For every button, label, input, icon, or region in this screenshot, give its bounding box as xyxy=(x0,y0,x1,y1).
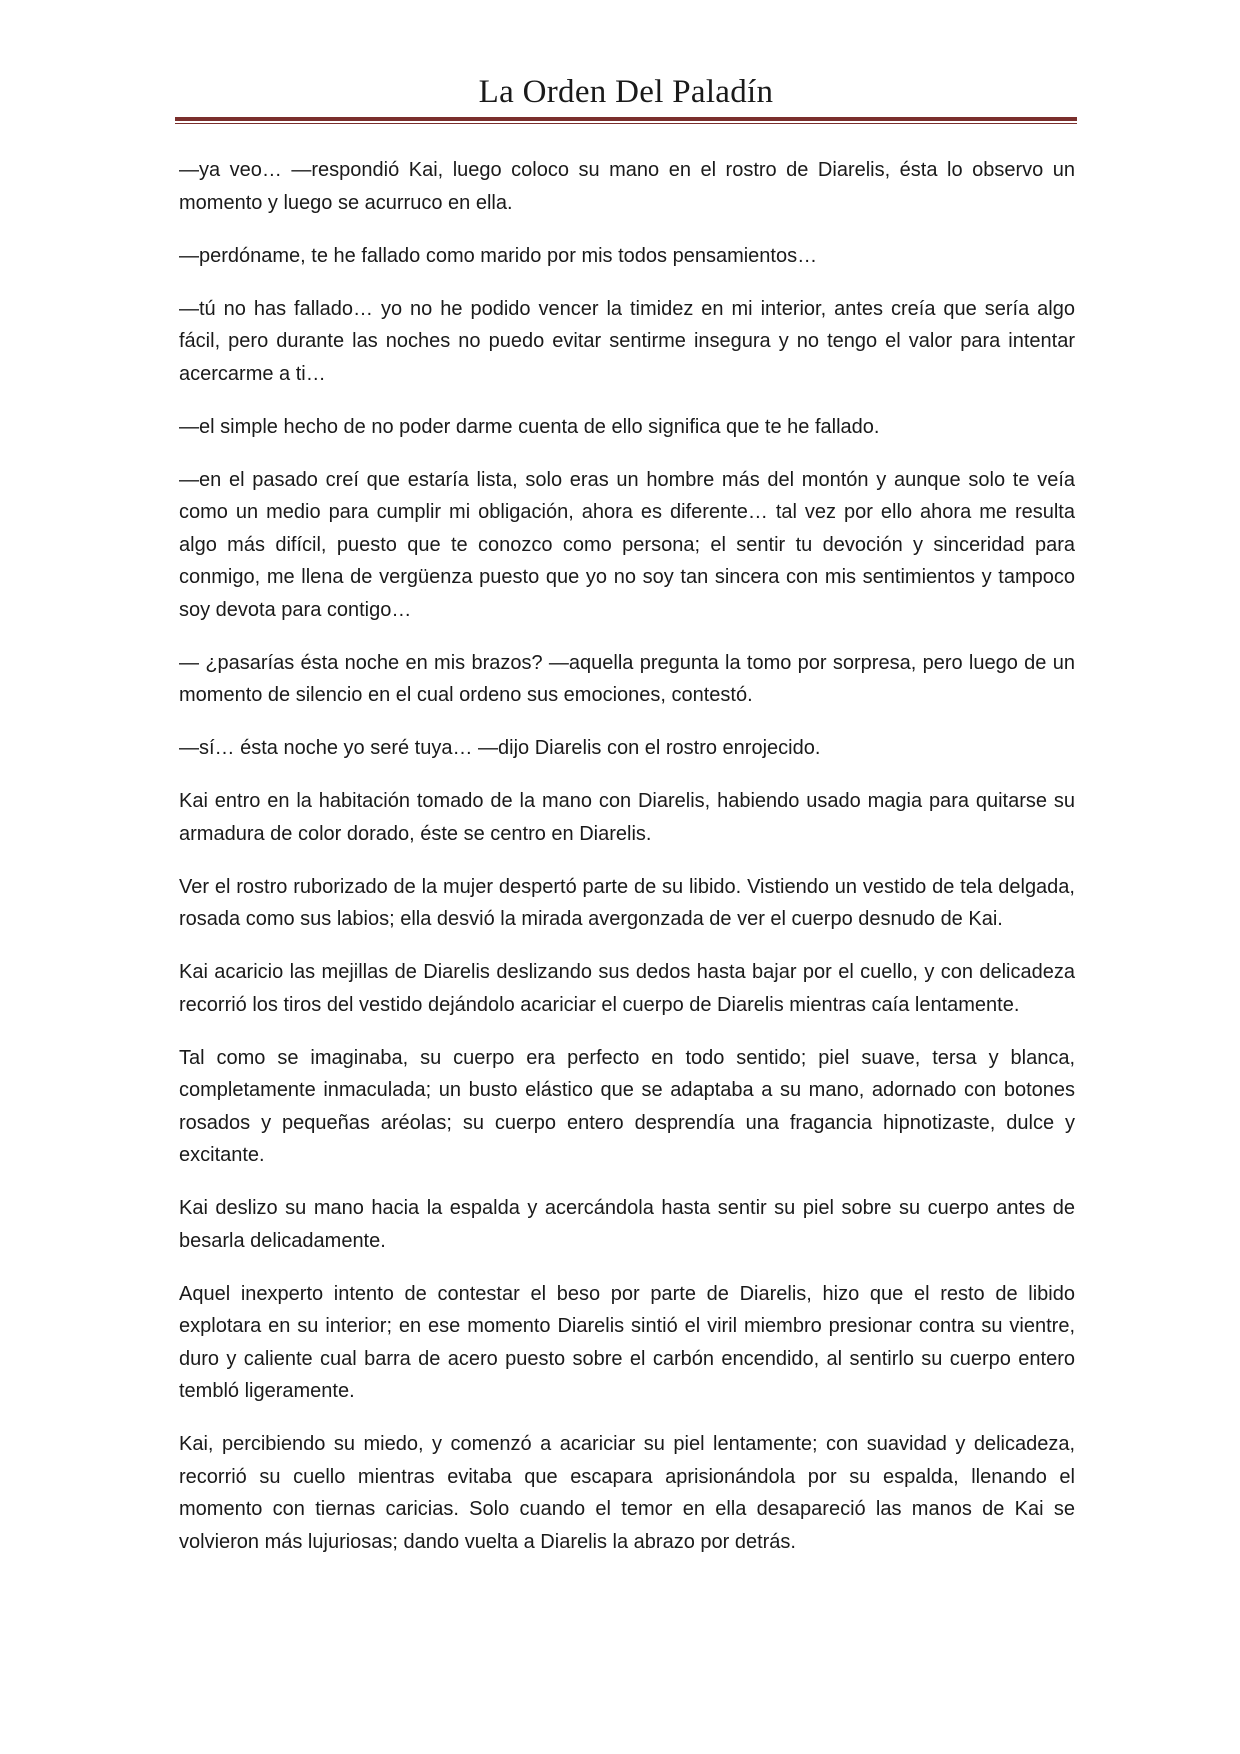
paragraph: — ¿pasarías ésta noche en mis brazos? —aquella pregunta la tomo por sorpresa, pero luego de un momento de silencio en el cual ordeno sus emociones, contestó. xyxy=(179,651,1075,706)
page-header-title: La Orden Del Paladín xyxy=(478,74,774,110)
paragraph: —en el pasado creí que estaría lista, solo eras un hombre más del montón y aunque solo te veía como un medio para cumplir mi obligación, ahora es diferente… tal vez por ello ahora me resulta algo más difícil, puesto que te conozco como persona; el sentir tu devoción y sinceridad para conmigo, me llena de vergüenza puesto que yo no soy tan sincera con mis sentimientos y tampoco soy devota para contigo… xyxy=(179,468,1075,621)
paragraph: —sí… ésta noche yo seré tuya… —dijo Diarelis con el rostro enrojecido. xyxy=(179,737,821,759)
paragraph: Kai entro en la habitación tomado de la mano con Diarelis, habiendo usado magia para quitarse su armadura de color dorado, éste se centro en Diarelis. xyxy=(179,790,1075,845)
paragraph: Kai deslizo su mano hacia la espalda y acercándola hasta sentir su piel sobre su cuerpo antes de besarla delicadamente. xyxy=(179,1197,1075,1252)
paragraph: Kai, percibiendo su miedo, y comenzó a acariciar su piel lentamente; con suavidad y delicadeza, recorrió su cuello mientras evitaba que escapara aprisionándola por su espalda, llenando el momento con tiernas caricias. Solo cuando el temor en ella desapareció las manos de Kai se volvieron más lujuriosas; dando vuelta a Diarelis la abrazo por detrás. xyxy=(179,1433,1075,1553)
document-body xyxy=(179,154,1075,1579)
paragraph: —ya veo… —respondió Kai, luego coloco su mano en el rostro de Diarelis, ésta lo observo un momento y luego se acurruco en ella. xyxy=(179,159,1075,214)
paragraph: —perdóname, te he fallado como marido por mis todos pensamientos… xyxy=(179,244,818,267)
header-rule-thick xyxy=(175,117,1077,121)
paragraph: Ver el rostro ruborizado de la mujer despertó parte de su libido. Vistiendo un vestido de tela delgada, rosada como sus labios; ella desvió la mirada avergonzada de ver el cuerpo desnudo de Kai. xyxy=(179,875,1075,930)
paragraph: Tal como se imaginaba, su cuerpo era perfecto en todo sentido; piel suave, tersa y blanca, completamente inmaculada; un busto elástico que se adaptaba a su mano, adornado con botones rosados y pequeñas aréolas; su cuerpo entero desprendía una fragancia hipnotizaste, dulce y excitante. xyxy=(179,1046,1075,1166)
paragraph: Aquel inexperto intento de contestar el beso por parte de Diarelis, hizo que el resto de libido explotara en su interior; en ese momento Diarelis sintió el viril miembro presionar contra su vientre, duro y caliente cual barra de acero puesto sobre el carbón encendido, al sentirlo su cuerpo entero tembló ligeramente. xyxy=(179,1282,1075,1402)
header-rule-thin xyxy=(175,123,1077,124)
paragraph: —el simple hecho de no poder darme cuenta de ello significa que te he fallado. xyxy=(179,415,880,438)
paragraph: —tú no has fallado… yo no he podido vencer la timidez en mi interior, antes creía que sería algo fácil, pero durante las noches no puedo evitar sentirme insegura y no tengo el valor para intentar acercarme a ti… xyxy=(179,297,1075,385)
paragraph: Kai acaricio las mejillas de Diarelis deslizando sus dedos hasta bajar por el cuello, y con delicadeza recorrió los tiros del vestido dejándolo acariciar el cuerpo de Diarelis mientras caía lentamente. xyxy=(179,961,1075,1016)
